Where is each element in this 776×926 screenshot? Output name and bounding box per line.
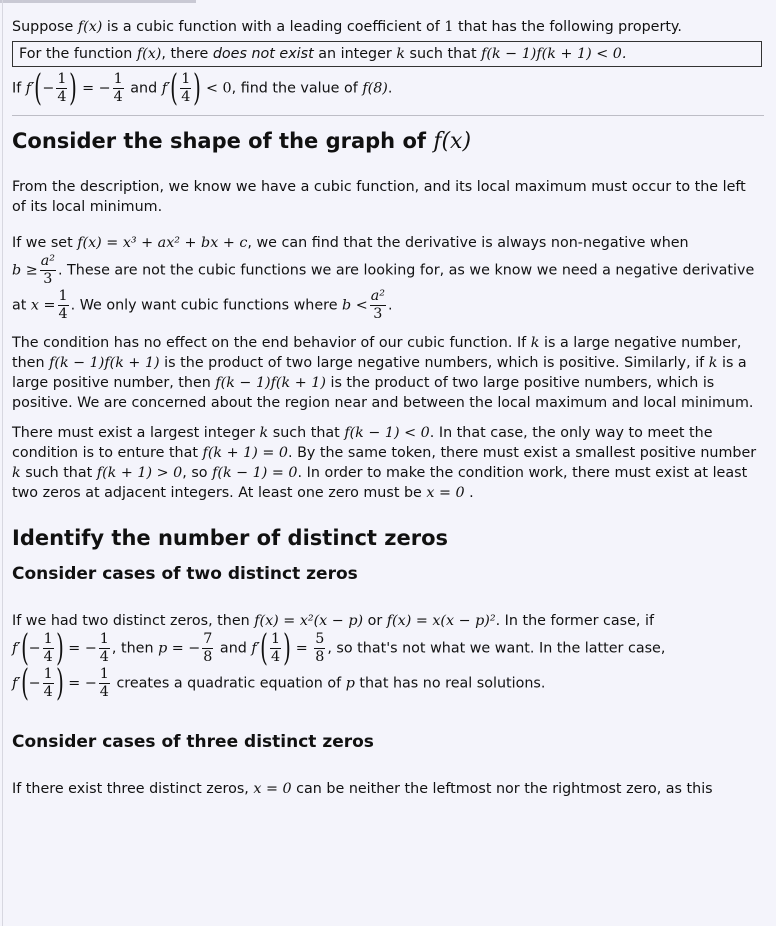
property-box: For the function f(x), there does not exist an integer k such that f(k − 1)f(k + 1) < 0. xyxy=(12,41,762,67)
paragraph-three-zeros: If there exist three distinct zeros, x = 0 can be neither the leftmost nor the rightmost zero, as this xyxy=(12,781,713,797)
paragraph-description: From the description, we know we have a cubic function, and its local maximum must occur to the left of its local minimum. xyxy=(12,179,746,215)
paragraph-adjacent-zeros: There must exist a largest integer k such that f(k − 1) < 0. In that case, the only way to meet the condition is to enture that f(k + 1) = 0. By the same token, there must exist a smallest positive number k such that f(k + 1) > 0, so f(k − 1) = 0. In order to make the condition work, there must exist at least two zeros at adjacent integers. At least one zero must be x = 0 . xyxy=(12,425,757,501)
subheading-two-zeros: Consider cases of two distinct zeros xyxy=(12,564,358,584)
left-frame-border xyxy=(2,0,3,926)
section-heading-zeros: Identify the number of distinct zeros xyxy=(12,526,449,550)
problem-intro: Suppose f(x) is a cubic function with a leading coefficient of 1 that has the following property. xyxy=(12,19,682,35)
problem-condition: If f′(− $\frac{1}{4}$ ) = − $\frac{1}{4}$ and f′( $\frac{1}{4}$ ) < 0, find the value of f(8). xyxy=(12,67,393,109)
document-body xyxy=(12,17,764,799)
section-divider xyxy=(12,115,764,116)
paragraph-derivative: If we set f(x) = x³ + ax² + bx + c, we can find that the derivative is always non-negative when b ≥ $\frac{\text{a²}}{3}$ . These are not the cubic functions we are looking for, as we know we need a negative derivative at x = $\frac{1}{4}$ . We only want cubic functions where b < $\frac{\text{a²}}{3}$ . xyxy=(12,235,755,322)
paragraph-two-zeros: If we had two distinct zeros, then f(x) = x²(x − p) or f(x) = x(x − p)². In the former case, if f′(− $\frac{1}{4}$ ) = − $\frac{1}{4}$ , then p = − $\frac{7}{8}$ and f′( $\frac{1}{4}$ ) = $\frac{5}{8}$ , so that's not what we want. In the latter case, f′(− $\frac{1}{4}$ ) = − $\frac{1}{4}$ creates a quadratic equation of p that has no real solutions. xyxy=(12,613,666,704)
paragraph-end-behavior: The condition has no effect on the end behavior of our cubic function. If k is a large negative number, then f(k − 1)f(k + 1) is the product of two large negative numbers, which is positive. Similarly, if k is a large positive number, then f(k − 1)f(k + 1) is the product of two large positive numbers, which is positive. We are concerned about the region near and between the local maximum and local minimum. xyxy=(12,335,754,411)
section-heading-shape: Consider the shape of the graph of f(x) xyxy=(12,129,472,154)
top-scroll-indicator xyxy=(0,0,196,3)
subheading-three-zeros: Consider cases of three distinct zeros xyxy=(12,732,374,752)
